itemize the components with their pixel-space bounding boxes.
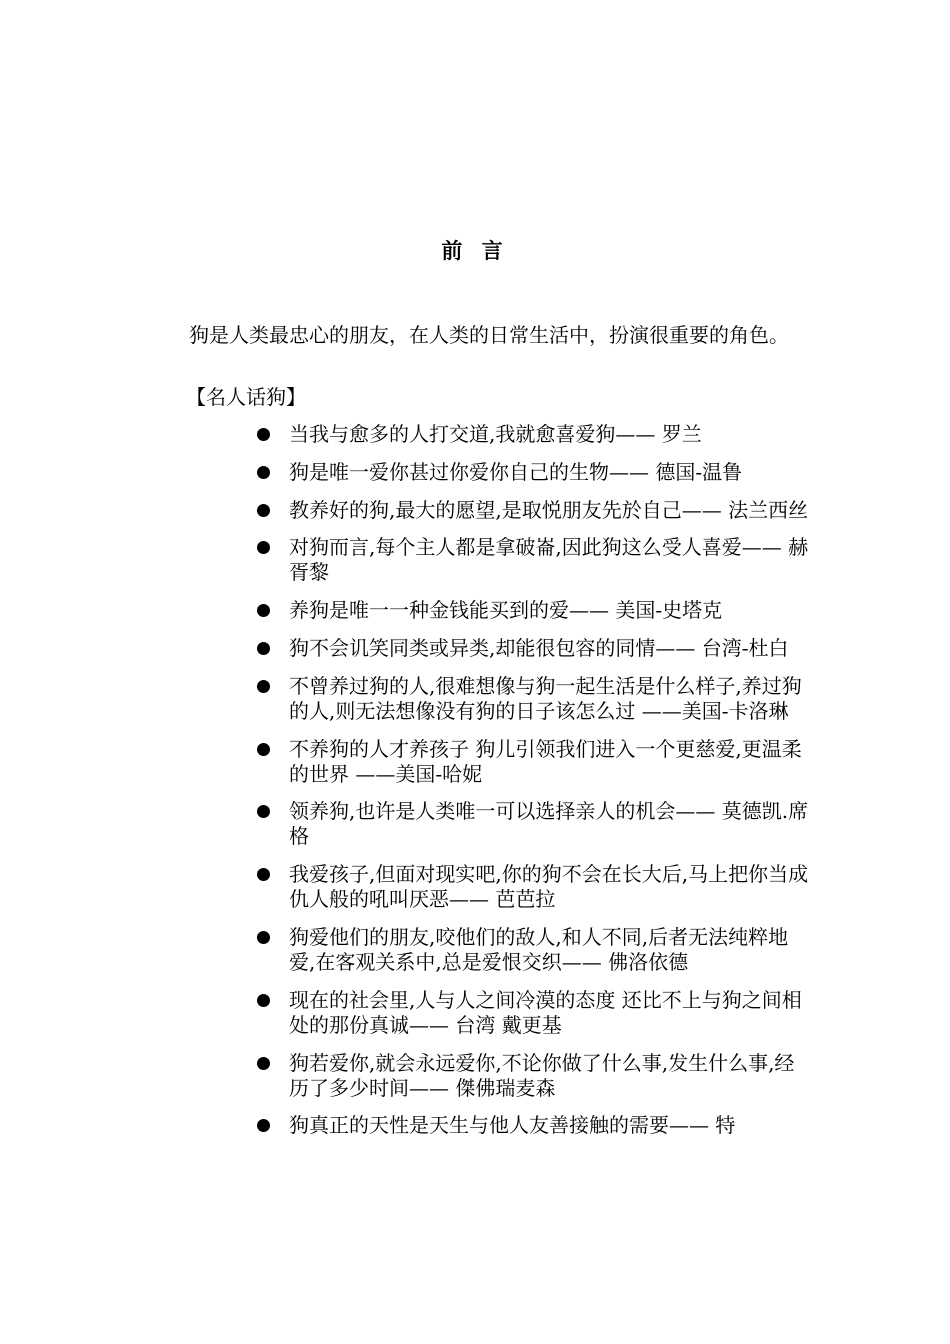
quote-text: 不养狗的人才养孩子 狗儿引领我们进入一个更慈爱,更温柔的世界 ——美国-哈妮 bbox=[289, 736, 802, 786]
bullet-icon bbox=[257, 743, 270, 756]
bullet-icon bbox=[257, 868, 270, 881]
bullet-icon bbox=[257, 994, 270, 1007]
quote-text: 狗若爱你,就会永远爱你,不论你做了什么事,发生什么事,经历了多少时间—— 傑佛瑞麦森 bbox=[289, 1050, 795, 1100]
quote-text: 当我与愈多的人打交道,我就愈喜爱狗—— 罗兰 bbox=[289, 422, 702, 446]
bullet-icon bbox=[257, 642, 270, 655]
bullet-icon bbox=[257, 1119, 270, 1132]
quote-item bbox=[252, 636, 812, 661]
quote-text: 不曾养过狗的人,很难想像与狗一起生活是什么样子,养过狗的人,则无法想像没有狗的日子该怎么过 ——美国-卡洛琳 bbox=[289, 673, 802, 723]
quote-item bbox=[252, 1113, 812, 1138]
quote-text: 养狗是唯一一种金钱能买到的爱—— 美国-史塔克 bbox=[289, 598, 723, 623]
quote-text: 教养好的狗,最大的愿望,是取悦朋友先於自己—— 法兰西丝 bbox=[289, 497, 809, 522]
quote-item bbox=[252, 598, 812, 623]
bullet-icon bbox=[257, 428, 270, 441]
quote-item bbox=[252, 460, 812, 485]
quote-text: 狗是唯一爱你甚过你爱你自己的生物—— 德国-温鲁 bbox=[289, 459, 743, 484]
bullet-icon bbox=[257, 1057, 270, 1070]
quote-item bbox=[252, 422, 812, 447]
quote-item bbox=[252, 988, 812, 1038]
quote-item bbox=[252, 535, 812, 585]
quote-text: 领养狗,也许是人类唯一可以选择亲人的机会—— 莫德凯.席格 bbox=[289, 799, 809, 849]
bullet-icon bbox=[257, 805, 270, 818]
quote-list bbox=[252, 422, 812, 1151]
quote-text: 对狗而言,每个主人都是拿破崙,因此狗这么受人喜爱—— 赫胥黎 bbox=[289, 535, 809, 585]
bullet-icon bbox=[257, 680, 270, 693]
intro-paragraph: 狗是人类最忠心的朋友，在人类的日常生活中，扮演很重要的角色。 bbox=[189, 323, 789, 347]
quote-item bbox=[252, 737, 812, 787]
quote-item bbox=[252, 862, 812, 912]
bullet-icon bbox=[257, 466, 270, 479]
quote-text: 狗不会讥笑同类或异类,却能很包容的同情—— 台湾-杜白 bbox=[289, 635, 789, 660]
quote-item bbox=[252, 498, 812, 523]
quote-text: 狗真正的天性是天生与他人友善接触的需要—— 特 bbox=[289, 1113, 736, 1138]
bullet-icon bbox=[257, 931, 270, 944]
quote-text: 我爱孩子,但面对现实吧,你的狗不会在长大后,马上把你当成仇人般的吼叫厌恶—— 芭芭拉 bbox=[289, 862, 809, 912]
page-title: 前 言 bbox=[441, 238, 509, 263]
quote-item bbox=[252, 925, 812, 975]
section-heading: 【名人话狗】 bbox=[186, 385, 306, 409]
quote-text: 狗爱他们的朋友,咬他们的敌人,和人不同,后者无法纯粹地爱,在客观关系中,总是爱恨交织—— 佛洛依德 bbox=[289, 924, 789, 974]
quote-item bbox=[252, 674, 812, 724]
bullet-icon bbox=[257, 504, 270, 517]
quote-item bbox=[252, 799, 812, 849]
quote-item bbox=[252, 1051, 812, 1101]
bullet-icon bbox=[257, 541, 270, 554]
bullet-icon bbox=[257, 604, 270, 617]
quote-text: 现在的社会里,人与人之间冷漠的态度 还比不上与狗之间相处的那份真诚—— 台湾 戴更基 bbox=[289, 987, 802, 1037]
